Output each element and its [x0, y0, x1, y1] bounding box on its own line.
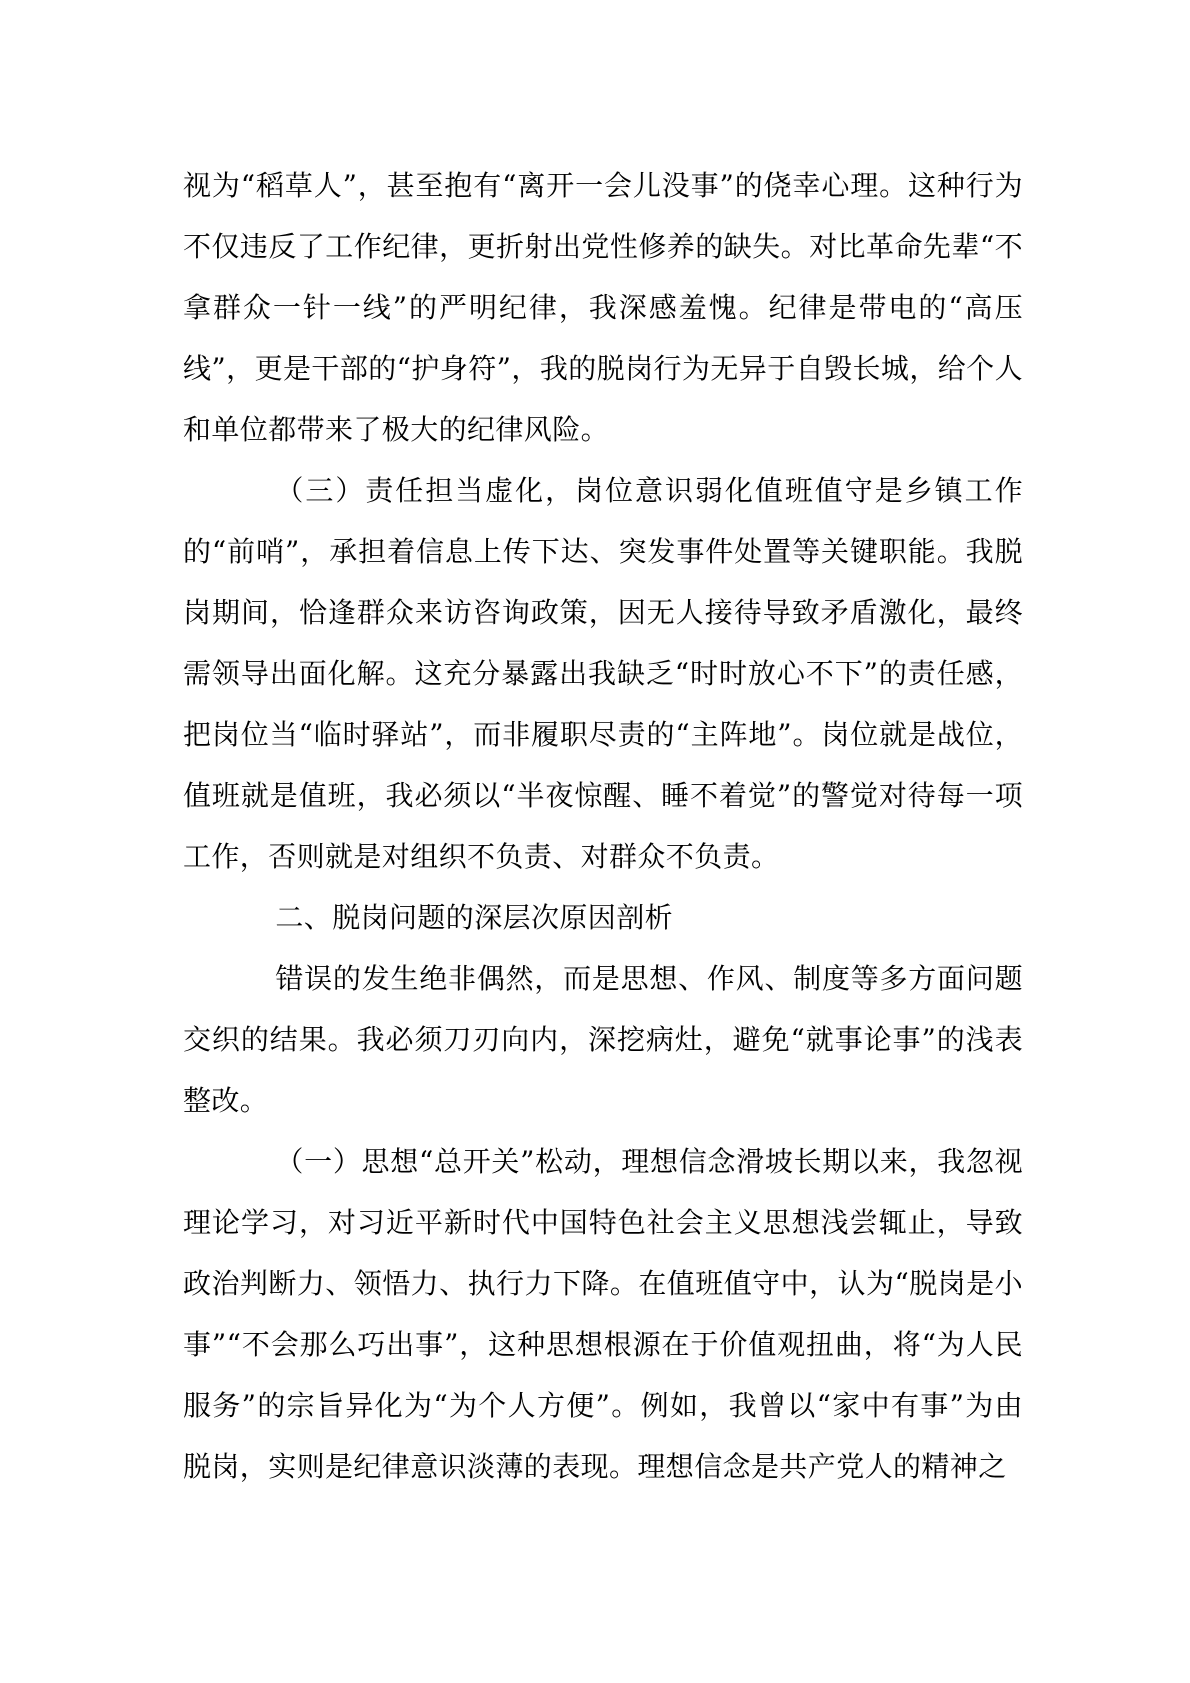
document-body: [183, 155, 1023, 1497]
paragraph-continuation: 视为“稻草人”，甚至抱有“离开一会儿没事”的侥幸心理。这种行为不仅违反了工作纪律，更折射出党性修养的缺失。对比革命先辈“不拿群众一针一线”的严明纪律，我深感羞愧。纪律是带电的“高压线”，更是干部的“护身符”，我的脱岗行为无异于自毁长城，给个人和单位都带来了极大的纪律风险。: [183, 169, 1023, 446]
paragraph-intro: 错误的发生绝非偶然，而是思想、作风、制度等多方面问题交织的结果。我必须刀刃向内，深挖病灶，避免“就事论事”的浅表整改。: [183, 962, 1023, 1117]
paragraph-section-three: （三）责任担当虚化，岗位意识弱化值班值守是乡镇工作的“前哨”，承担着信息上传下达、突发事件处置等关键职能。我脱岗期间，恰逢群众来访咨询政策，因无人接待导致矛盾激化，最终需领导出面化解。这充分暴露出我缺乏“时时放心不下”的责任感，把岗位当“临时驿站”，而非履职尽责的“主阵地”。岗位就是战位，值班就是值班，我必须以“半夜惊醒、睡不着觉”的警觉对待每一项工作，否则就是对组织不负责、对群众不负责。: [183, 474, 1023, 873]
section-heading-two: 二、脱岗问题的深层次原因剖析: [275, 901, 673, 934]
paragraph-section-one: （一）思想“总开关”松动，理想信念滑坡长期以来，我忽视理论学习，对习近平新时代中国特色社会主义思想浅尝辄止，导致政治判断力、领悟力、执行力下降。在值班值守中，认为“脱岗是小事”“不会那么巧出事”，这种思想根源在于价值观扭曲，将“为人民服务”的宗旨异化为“为个人方便”。例如，我曾以“家中有事”为由脱岗，实则是纪律意识淡薄的表现。理想信念是共产党人的精神之: [183, 1145, 1023, 1483]
